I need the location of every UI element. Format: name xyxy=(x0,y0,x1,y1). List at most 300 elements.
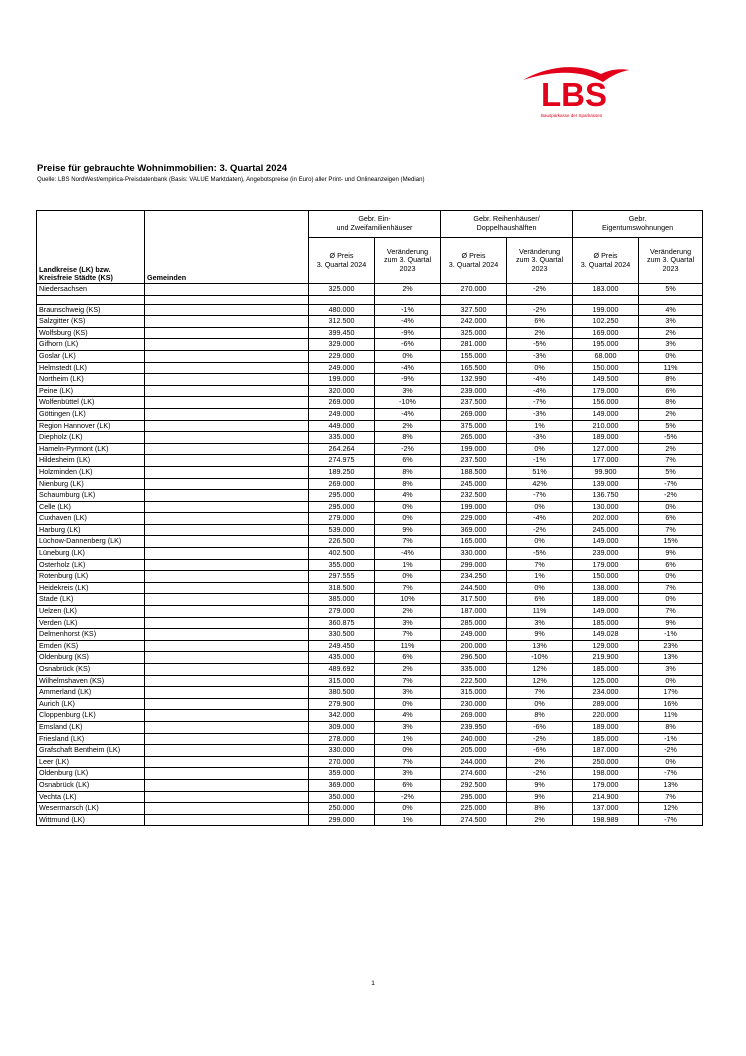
row-name: Hildesheim (LK) xyxy=(37,455,145,467)
cell-etw-change: 0% xyxy=(639,501,703,513)
cell-efh-change: 11% xyxy=(375,640,441,652)
cell-efh-change: -4% xyxy=(375,548,441,560)
cell-etw-change: 0% xyxy=(639,594,703,606)
row-name: Ammerland (LK) xyxy=(37,687,145,699)
cell-efh-price: 489.692 xyxy=(309,664,375,676)
cell-etw-change: 8% xyxy=(639,374,703,386)
row-gemeinden xyxy=(145,478,309,490)
cell-rh-change: -2% xyxy=(507,304,573,316)
row-name: Osnabrück (LK) xyxy=(37,779,145,791)
row-gemeinden xyxy=(145,814,309,826)
cell-efh-price: 274.975 xyxy=(309,455,375,467)
table-row xyxy=(37,803,703,815)
table-row xyxy=(37,664,703,676)
row-name: Osnabrück (KS) xyxy=(37,664,145,676)
cell-efh-change: 8% xyxy=(375,432,441,444)
row-gemeinden xyxy=(145,432,309,444)
summary-row xyxy=(37,284,703,296)
row-name: Gifhorn (LK) xyxy=(37,339,145,351)
cell-rh-change: -7% xyxy=(507,397,573,409)
row-gemeinden xyxy=(145,501,309,513)
cell-efh-change: 6% xyxy=(375,652,441,664)
cell-rh-change: 0% xyxy=(507,698,573,710)
cell-efh-price: 320.000 xyxy=(309,385,375,397)
row-gemeinden xyxy=(145,803,309,815)
row-gemeinden xyxy=(145,490,309,502)
row-gemeinden xyxy=(145,675,309,687)
cell-etw-change: 0% xyxy=(639,571,703,583)
cell-efh-change: 7% xyxy=(375,536,441,548)
cell-rh-price: 299.000 xyxy=(441,559,507,571)
cell-efh-change: 3% xyxy=(375,385,441,397)
cell-etw-change: 0% xyxy=(639,350,703,362)
row-name: Aurich (LK) xyxy=(37,698,145,710)
row-gemeinden xyxy=(145,756,309,768)
cell-etw-price: 127.000 xyxy=(573,443,639,455)
cell-efh-change: 1% xyxy=(375,559,441,571)
row-name: Hameln-Pyrmont (LK) xyxy=(37,443,145,455)
cell-efh-change: 0% xyxy=(375,571,441,583)
row-name: Helmstedt (LK) xyxy=(37,362,145,374)
cell-rh-change: -4% xyxy=(507,374,573,386)
header-change: Veränderung zum 3. Quartal 2023 xyxy=(375,238,441,284)
cell-rh-price: 244.000 xyxy=(441,756,507,768)
header-price: Ø Preis 3. Quartal 2024 xyxy=(441,238,507,284)
cell-rh-price: 335.000 xyxy=(441,664,507,676)
cell-efh-price: 480.000 xyxy=(309,304,375,316)
row-name: Celle (LK) xyxy=(37,501,145,513)
row-gemeinden xyxy=(145,779,309,791)
cell-etw-price: 185.000 xyxy=(573,617,639,629)
cell-efh-change: 3% xyxy=(375,687,441,699)
table-row xyxy=(37,385,703,397)
cell-rh-change: -2% xyxy=(507,733,573,745)
cell-rh-change: 6% xyxy=(507,594,573,606)
row-gemeinden xyxy=(145,664,309,676)
cell-rh-price: 230.000 xyxy=(441,698,507,710)
cell-efh-price: 250.000 xyxy=(309,803,375,815)
cell-etw-price: 102.250 xyxy=(573,316,639,328)
cell-rh-change: 2% xyxy=(507,756,573,768)
row-gemeinden xyxy=(145,284,309,296)
cell-rh-price: 188.500 xyxy=(441,466,507,478)
row-name: Friesland (LK) xyxy=(37,733,145,745)
header-change: Veränderung zum 3. Quartal 2023 xyxy=(507,238,573,284)
row-gemeinden xyxy=(145,606,309,618)
cell-efh-change: -2% xyxy=(375,443,441,455)
cell-efh-change: 2% xyxy=(375,606,441,618)
cell-etw-change: 7% xyxy=(639,524,703,536)
row-gemeinden xyxy=(145,791,309,803)
cell-efh-price: 399.450 xyxy=(309,327,375,339)
table-row xyxy=(37,745,703,757)
row-gemeinden xyxy=(145,710,309,722)
cell-rh-price: 274.600 xyxy=(441,768,507,780)
cell-etw-price: 202.000 xyxy=(573,513,639,525)
cell-rh-price: 327.500 xyxy=(441,304,507,316)
cell-rh-change: 9% xyxy=(507,629,573,641)
row-gemeinden xyxy=(145,350,309,362)
cell-etw-price: 137.000 xyxy=(573,803,639,815)
cell-efh-change: 2% xyxy=(375,284,441,296)
spacer-row xyxy=(37,295,703,304)
cell-rh-change: 2% xyxy=(507,327,573,339)
cell-efh-change: 0% xyxy=(375,745,441,757)
cell-efh-price: 229.000 xyxy=(309,350,375,362)
cell-rh-change: -3% xyxy=(507,432,573,444)
cell-efh-change: 7% xyxy=(375,756,441,768)
cell-etw-price: 289.000 xyxy=(573,698,639,710)
cell-efh-price: 335.000 xyxy=(309,432,375,444)
cell-efh-change: 1% xyxy=(375,733,441,745)
cell-efh-change: 6% xyxy=(375,455,441,467)
cell-etw-change: 6% xyxy=(639,513,703,525)
cell-etw-price: 136.750 xyxy=(573,490,639,502)
cell-efh-price: 329.000 xyxy=(309,339,375,351)
cell-efh-change: 0% xyxy=(375,803,441,815)
row-gemeinden xyxy=(145,339,309,351)
cell-etw-price: 179.000 xyxy=(573,385,639,397)
table-row xyxy=(37,408,703,420)
row-gemeinden xyxy=(145,571,309,583)
cell-etw-price: 149.000 xyxy=(573,408,639,420)
cell-efh-change: 2% xyxy=(375,664,441,676)
cell-etw-price: 179.000 xyxy=(573,559,639,571)
table-row xyxy=(37,432,703,444)
row-gemeinden xyxy=(145,362,309,374)
cell-efh-price: 279.000 xyxy=(309,606,375,618)
table-row xyxy=(37,675,703,687)
cell-rh-price: 155.000 xyxy=(441,350,507,362)
cell-efh-price: 539.000 xyxy=(309,524,375,536)
cell-efh-change: 1% xyxy=(375,814,441,826)
cell-efh-price: 269.000 xyxy=(309,478,375,490)
row-gemeinden xyxy=(145,420,309,432)
cell-etw-price: 149.028 xyxy=(573,629,639,641)
cell-rh-change: -5% xyxy=(507,548,573,560)
cell-etw-change: 12% xyxy=(639,803,703,815)
cell-etw-price: 150.000 xyxy=(573,571,639,583)
cell-etw-price: 245.000 xyxy=(573,524,639,536)
cell-efh-price: 318.500 xyxy=(309,582,375,594)
row-gemeinden xyxy=(145,698,309,710)
table-row xyxy=(37,362,703,374)
table-row xyxy=(37,768,703,780)
cell-efh-price: 369.000 xyxy=(309,779,375,791)
cell-rh-change: 1% xyxy=(507,571,573,583)
table-row xyxy=(37,687,703,699)
price-table xyxy=(36,210,703,826)
header-group-rh: Gebr. Reihenhäuser/ Doppelhaushälften xyxy=(441,211,573,238)
row-name: Uelzen (LK) xyxy=(37,606,145,618)
table-body xyxy=(37,284,703,826)
cell-etw-change: 23% xyxy=(639,640,703,652)
cell-etw-change: -7% xyxy=(639,814,703,826)
cell-efh-change: 0% xyxy=(375,698,441,710)
cell-rh-price: 237.500 xyxy=(441,455,507,467)
row-gemeinden xyxy=(145,304,309,316)
cell-etw-change: 5% xyxy=(639,466,703,478)
row-name: Heidekreis (LK) xyxy=(37,582,145,594)
cell-rh-change: 3% xyxy=(507,617,573,629)
cell-efh-price: 330.000 xyxy=(309,745,375,757)
cell-etw-price: 149.500 xyxy=(573,374,639,386)
cell-etw-price: 250.000 xyxy=(573,756,639,768)
cell-etw-change: 6% xyxy=(639,385,703,397)
cell-efh-price: 270.000 xyxy=(309,756,375,768)
cell-rh-price: 199.000 xyxy=(441,443,507,455)
cell-efh-price: 402.500 xyxy=(309,548,375,560)
cell-etw-price: 68.000 xyxy=(573,350,639,362)
cell-efh-price: 199.000 xyxy=(309,374,375,386)
table-row xyxy=(37,559,703,571)
cell-etw-change: -7% xyxy=(639,768,703,780)
cell-etw-change: 0% xyxy=(639,675,703,687)
cell-etw-price: 150.000 xyxy=(573,362,639,374)
cell-efh-change: -2% xyxy=(375,791,441,803)
cell-rh-change: 1% xyxy=(507,420,573,432)
header-group-efh: Gebr. Ein- und Zweifamilienhäuser xyxy=(309,211,441,238)
row-name: Wesermarsch (LK) xyxy=(37,803,145,815)
row-name: Diepholz (LK) xyxy=(37,432,145,444)
cell-efh-change: 2% xyxy=(375,420,441,432)
cell-rh-change: 51% xyxy=(507,466,573,478)
row-name: Wolfsburg (KS) xyxy=(37,327,145,339)
table-row xyxy=(37,536,703,548)
row-gemeinden xyxy=(145,443,309,455)
cell-efh-price: 279.900 xyxy=(309,698,375,710)
page-number: 1 xyxy=(371,980,375,987)
row-name: Vechta (LK) xyxy=(37,791,145,803)
row-name: Göttingen (LK) xyxy=(37,408,145,420)
table-row xyxy=(37,490,703,502)
cell-efh-change: 0% xyxy=(375,501,441,513)
table-row xyxy=(37,733,703,745)
cell-etw-price: 198.000 xyxy=(573,768,639,780)
cell-efh-change: -9% xyxy=(375,327,441,339)
cell-etw-price: 99.900 xyxy=(573,466,639,478)
cell-etw-change: -1% xyxy=(639,733,703,745)
cell-rh-change: -7% xyxy=(507,490,573,502)
cell-etw-change: -2% xyxy=(639,490,703,502)
row-name: Goslar (LK) xyxy=(37,350,145,362)
row-gemeinden xyxy=(145,594,309,606)
cell-rh-price: 200.000 xyxy=(441,640,507,652)
cell-etw-change: 15% xyxy=(639,536,703,548)
table-row xyxy=(37,513,703,525)
cell-etw-price: 189.000 xyxy=(573,432,639,444)
row-name: Oldenburg (KS) xyxy=(37,652,145,664)
cell-etw-change: -7% xyxy=(639,478,703,490)
cell-etw-price: 189.000 xyxy=(573,721,639,733)
cell-rh-price: 295.000 xyxy=(441,791,507,803)
cell-rh-price: 325.000 xyxy=(441,327,507,339)
row-name: Verden (LK) xyxy=(37,617,145,629)
cell-etw-change: 6% xyxy=(639,559,703,571)
row-gemeinden xyxy=(145,513,309,525)
cell-rh-price: 232.500 xyxy=(441,490,507,502)
row-gemeinden xyxy=(145,374,309,386)
lbs-logo-tagline: Bausparkasse der Sparkassen xyxy=(541,113,603,118)
table-row xyxy=(37,501,703,513)
cell-etw-change: 7% xyxy=(639,606,703,618)
cell-efh-price: 330.500 xyxy=(309,629,375,641)
cell-rh-price: 205.000 xyxy=(441,745,507,757)
cell-rh-change: -6% xyxy=(507,721,573,733)
table-row xyxy=(37,571,703,583)
cell-efh-change: 10% xyxy=(375,594,441,606)
cell-rh-price: 242.000 xyxy=(441,316,507,328)
row-name: Delmenhorst (KS) xyxy=(37,629,145,641)
cell-rh-price: 239.000 xyxy=(441,385,507,397)
cell-rh-change: -2% xyxy=(507,284,573,296)
cell-etw-price: 185.000 xyxy=(573,664,639,676)
cell-etw-price: 187.000 xyxy=(573,745,639,757)
cell-efh-price: 350.000 xyxy=(309,791,375,803)
row-gemeinden xyxy=(145,408,309,420)
cell-rh-change: 42% xyxy=(507,478,573,490)
cell-rh-change: 9% xyxy=(507,791,573,803)
table-row xyxy=(37,779,703,791)
cell-efh-price: 385.000 xyxy=(309,594,375,606)
row-gemeinden xyxy=(145,316,309,328)
row-name: Braunschweig (KS) xyxy=(37,304,145,316)
cell-rh-price: 269.000 xyxy=(441,710,507,722)
row-name: Stade (LK) xyxy=(37,594,145,606)
cell-rh-price: 240.000 xyxy=(441,733,507,745)
cell-rh-price: 274.500 xyxy=(441,814,507,826)
cell-rh-price: 165.500 xyxy=(441,362,507,374)
cell-rh-change: 11% xyxy=(507,606,573,618)
cell-rh-price: 281.000 xyxy=(441,339,507,351)
row-name: Harburg (LK) xyxy=(37,524,145,536)
cell-efh-price: 249.000 xyxy=(309,362,375,374)
lbs-logo-text: LBS xyxy=(541,76,607,113)
cell-efh-change: 6% xyxy=(375,779,441,791)
cell-etw-change: 2% xyxy=(639,408,703,420)
table-row xyxy=(37,350,703,362)
cell-etw-change: -2% xyxy=(639,745,703,757)
cell-rh-change: -2% xyxy=(507,524,573,536)
cell-efh-price: 249.450 xyxy=(309,640,375,652)
cell-efh-change: 7% xyxy=(375,675,441,687)
cell-rh-change: -10% xyxy=(507,652,573,664)
cell-etw-price: 234.000 xyxy=(573,687,639,699)
cell-rh-price: 237.500 xyxy=(441,397,507,409)
cell-rh-change: 6% xyxy=(507,316,573,328)
table-row xyxy=(37,652,703,664)
cell-efh-price: 264.264 xyxy=(309,443,375,455)
cell-etw-change: 16% xyxy=(639,698,703,710)
table-row xyxy=(37,466,703,478)
cell-etw-price: 195.000 xyxy=(573,339,639,351)
row-gemeinden xyxy=(145,548,309,560)
row-name: Salzgitter (KS) xyxy=(37,316,145,328)
cell-etw-change: 7% xyxy=(639,791,703,803)
cell-efh-change: -10% xyxy=(375,397,441,409)
cell-efh-change: 0% xyxy=(375,350,441,362)
cell-rh-price: 244.500 xyxy=(441,582,507,594)
row-name: Osterholz (LK) xyxy=(37,559,145,571)
cell-efh-change: 4% xyxy=(375,490,441,502)
cell-etw-price: 185.000 xyxy=(573,733,639,745)
cell-etw-change: 9% xyxy=(639,617,703,629)
table-row xyxy=(37,606,703,618)
header-group-etw: Gebr. Eigentumswohnungen xyxy=(573,211,703,238)
cell-etw-price: 199.000 xyxy=(573,304,639,316)
cell-etw-price: 156.000 xyxy=(573,397,639,409)
table-row xyxy=(37,455,703,467)
cell-etw-price: 219.900 xyxy=(573,652,639,664)
header-price: Ø Preis 3. Quartal 2024 xyxy=(573,238,639,284)
table-row xyxy=(37,582,703,594)
cell-efh-price: 309.000 xyxy=(309,721,375,733)
cell-rh-change: -4% xyxy=(507,513,573,525)
row-gemeinden xyxy=(145,652,309,664)
cell-efh-change: 3% xyxy=(375,617,441,629)
cell-rh-price: 234.250 xyxy=(441,571,507,583)
row-gemeinden xyxy=(145,687,309,699)
cell-efh-change: 3% xyxy=(375,721,441,733)
row-name: Oldenburg (LK) xyxy=(37,768,145,780)
row-gemeinden xyxy=(145,536,309,548)
page-title: Preise für gebrauchte Wohnimmobilien: 3. Quartal 2024 xyxy=(37,163,288,174)
lbs-logo xyxy=(521,66,631,126)
cell-etw-price: 149.000 xyxy=(573,606,639,618)
cell-rh-change: 9% xyxy=(507,779,573,791)
cell-rh-change: 0% xyxy=(507,582,573,594)
cell-etw-price: 177.000 xyxy=(573,455,639,467)
cell-efh-change: -4% xyxy=(375,362,441,374)
row-gemeinden xyxy=(145,524,309,536)
cell-rh-price: 225.000 xyxy=(441,803,507,815)
cell-efh-price: 312.500 xyxy=(309,316,375,328)
cell-etw-change: 7% xyxy=(639,455,703,467)
cell-efh-price: 380.500 xyxy=(309,687,375,699)
cell-rh-price: 317.500 xyxy=(441,594,507,606)
cell-efh-change: -4% xyxy=(375,316,441,328)
cell-efh-price: 299.000 xyxy=(309,814,375,826)
row-name: Wolfenbüttel (LK) xyxy=(37,397,145,409)
cell-rh-change: 13% xyxy=(507,640,573,652)
cell-rh-price: 296.500 xyxy=(441,652,507,664)
cell-etw-change: 5% xyxy=(639,284,703,296)
header-change: Veränderung zum 3. Quartal 2023 xyxy=(639,238,703,284)
cell-etw-price: 129.000 xyxy=(573,640,639,652)
cell-rh-price: 292.500 xyxy=(441,779,507,791)
cell-rh-price: 369.000 xyxy=(441,524,507,536)
cell-etw-price: 139.000 xyxy=(573,478,639,490)
table-row xyxy=(37,397,703,409)
row-gemeinden xyxy=(145,721,309,733)
cell-efh-change: -6% xyxy=(375,339,441,351)
table-row xyxy=(37,339,703,351)
cell-rh-change: -1% xyxy=(507,455,573,467)
row-gemeinden xyxy=(145,455,309,467)
cell-etw-change: -5% xyxy=(639,432,703,444)
row-name: Schaumburg (LK) xyxy=(37,490,145,502)
row-gemeinden xyxy=(145,745,309,757)
row-name: Emden (KS) xyxy=(37,640,145,652)
table-row xyxy=(37,524,703,536)
row-name: Cuxhaven (LK) xyxy=(37,513,145,525)
cell-etw-change: 8% xyxy=(639,721,703,733)
cell-efh-price: 355.000 xyxy=(309,559,375,571)
cell-rh-price: 285.000 xyxy=(441,617,507,629)
row-gemeinden xyxy=(145,629,309,641)
cell-efh-price: 226.500 xyxy=(309,536,375,548)
cell-rh-change: 7% xyxy=(507,687,573,699)
